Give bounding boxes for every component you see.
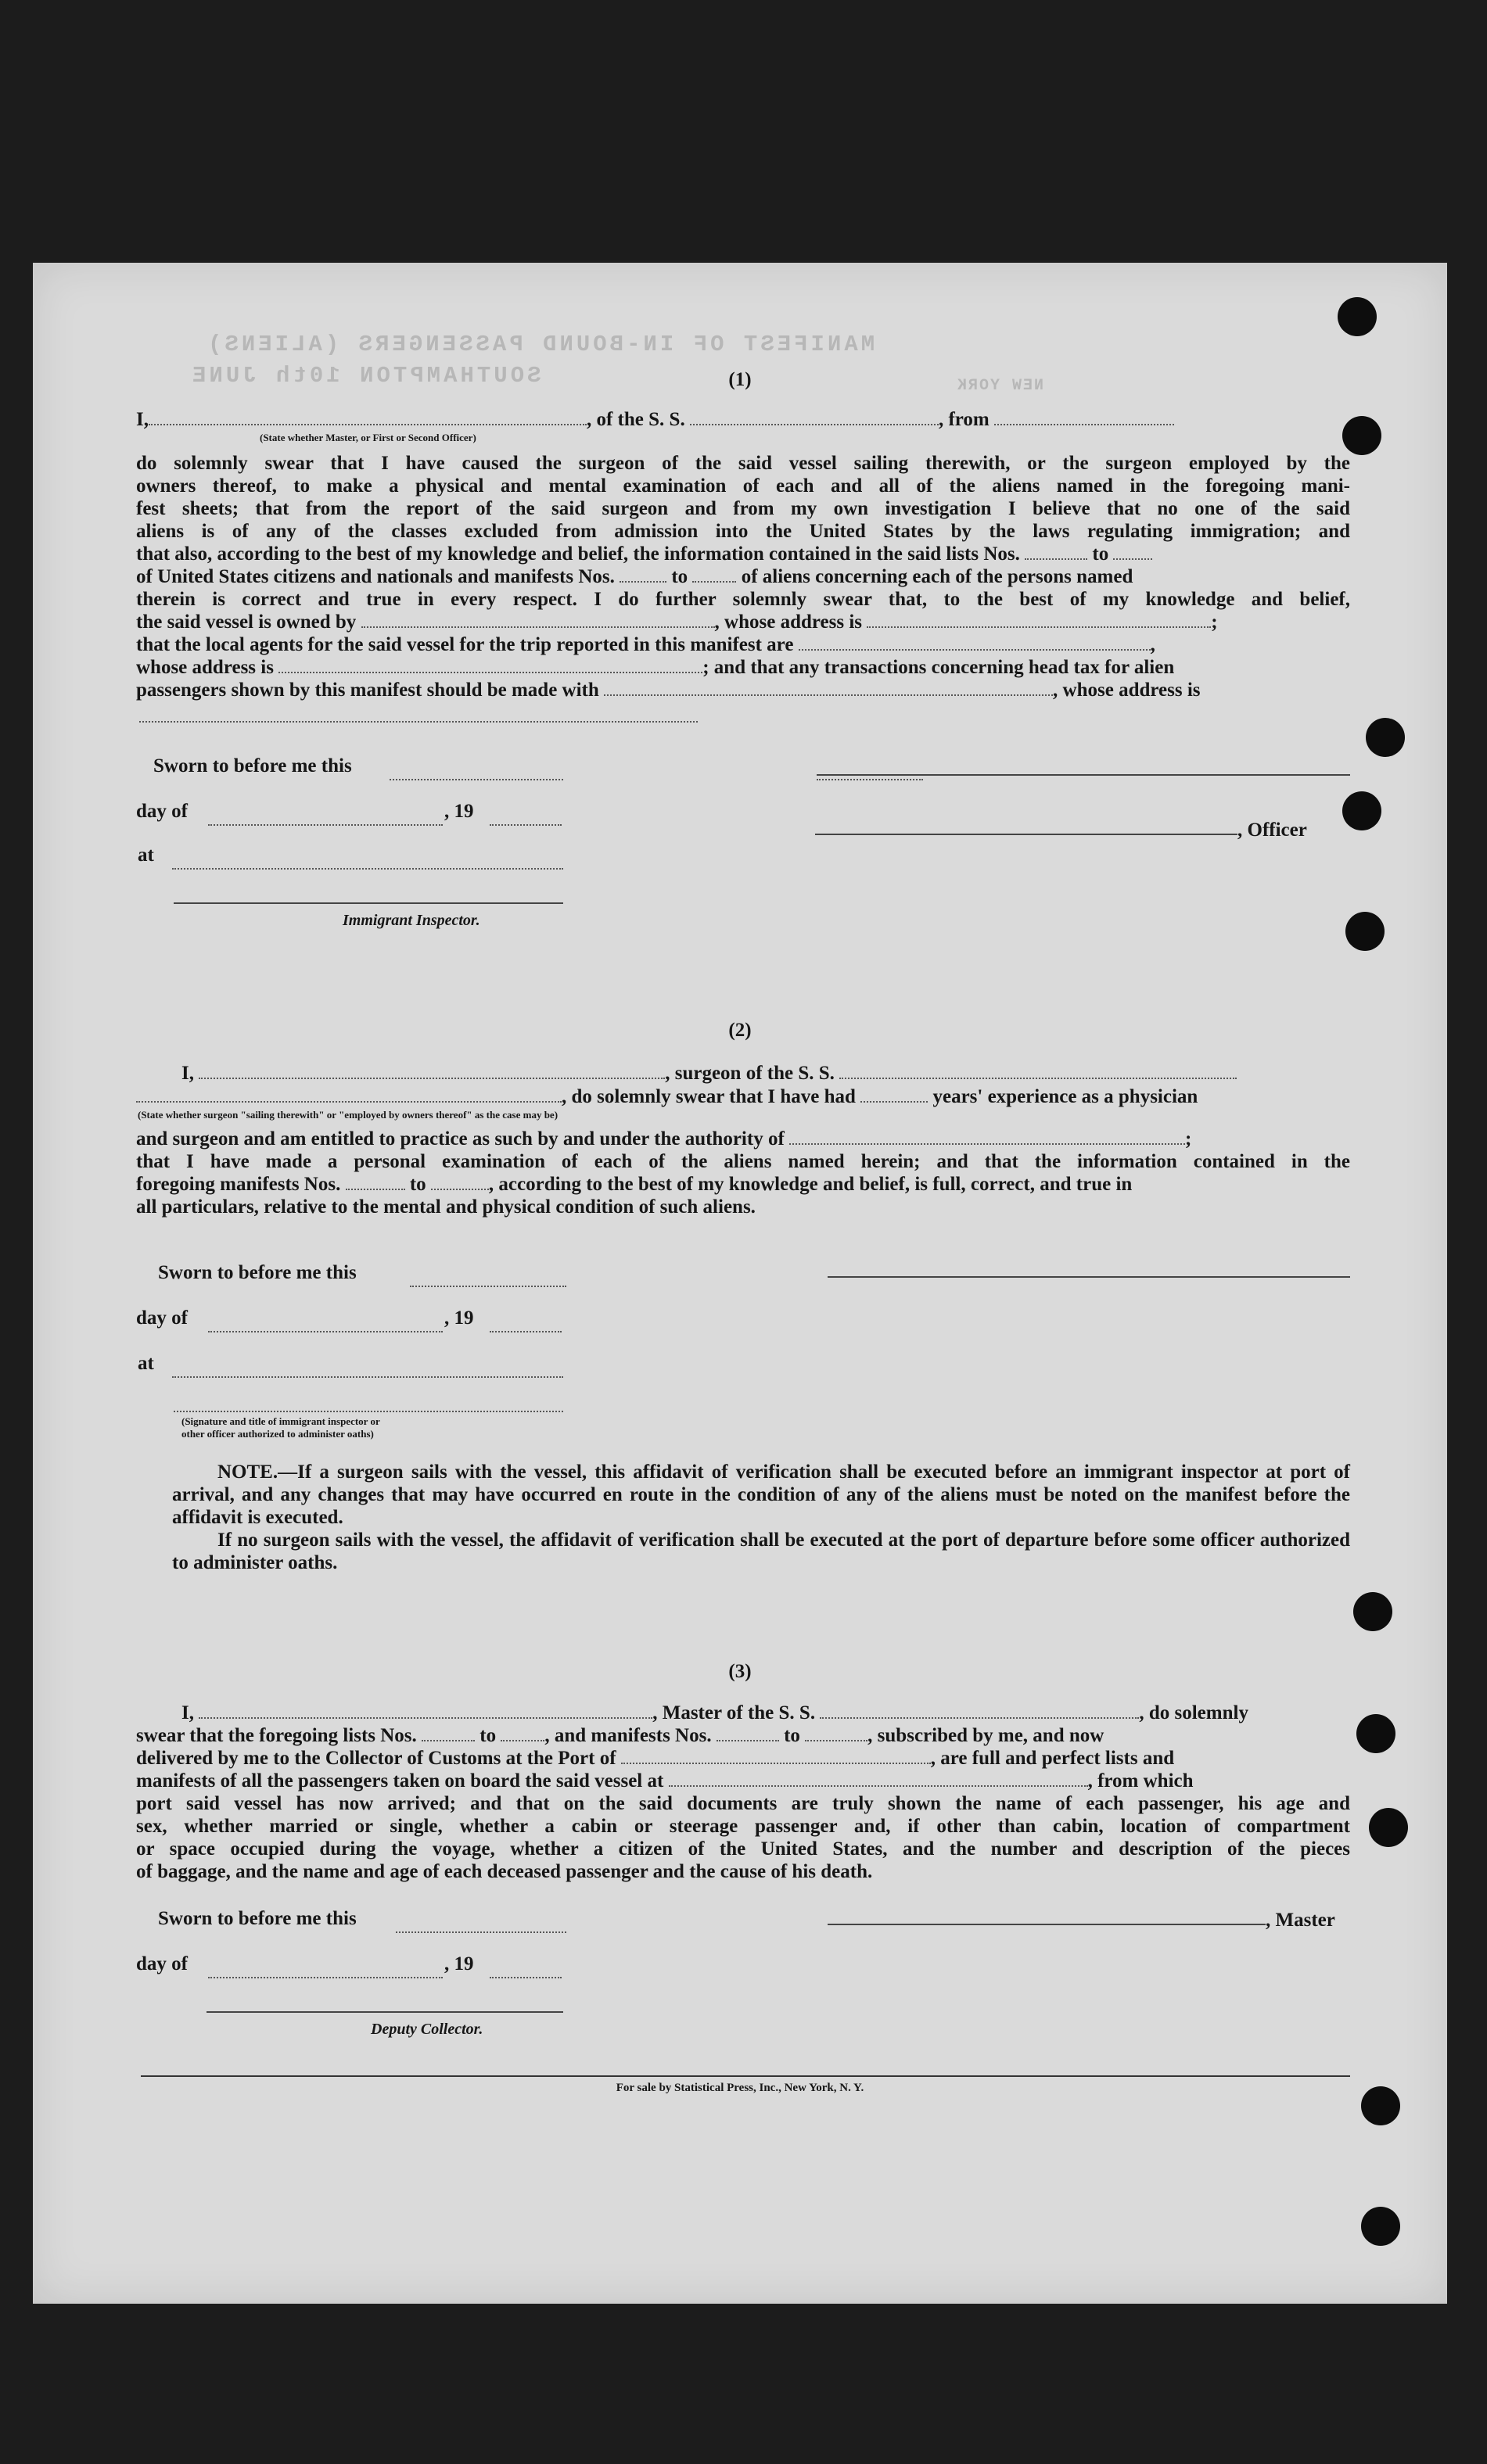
head-tax-field[interactable]: [604, 679, 1053, 696]
s2-day-of-field[interactable]: [208, 1315, 443, 1332]
binder-hole: [1338, 297, 1377, 336]
vessel-name-field[interactable]: [690, 408, 939, 425]
s1-line-8: therein is correct and true in every respect. I do further solemnly swear that, to the best of my knowledge and belief,: [136, 589, 1350, 610]
binder-hole: [1361, 2207, 1400, 2246]
years-experience-field[interactable]: [860, 1085, 928, 1103]
s2-at-field[interactable]: [172, 1361, 563, 1378]
s3-manifests-to-field[interactable]: [805, 1724, 867, 1741]
s2-sig-note-1: (Signature and title of immigrant inspector or: [181, 1415, 380, 1427]
s1-line-1: I, , of the S. S. , from: [136, 408, 1350, 431]
s3-line-5: port said vessel has now arrived; and that on the said documents are truly shown the name of each passenger, his age and: [136, 1793, 1350, 1814]
s1-line-10: that the local agents for the said vessel for the trip reported in this manifest are ,: [136, 634, 1155, 655]
officer-note: (State whether Master, or First or Second Officer): [260, 432, 476, 443]
s3-day-of-field[interactable]: [208, 1961, 443, 1978]
s2-day-of-label: day of: [136, 1307, 188, 1329]
s2-manifests-from-field[interactable]: [346, 1173, 405, 1190]
s1-inspector-label: Immigrant Inspector.: [343, 912, 480, 929]
officer-name-field[interactable]: [149, 408, 587, 425]
s2-inspector-signature-field[interactable]: [174, 1395, 563, 1412]
section-1-number: (1): [728, 369, 752, 390]
s2-vessel-field[interactable]: [839, 1062, 1237, 1079]
s3-line-7: or space occupied during the voyage, whether a citizen of the United States, and the number and description of the pieces: [136, 1838, 1350, 1860]
s3-vessel-field[interactable]: [820, 1702, 1139, 1719]
s2-year-label: , 19: [444, 1307, 474, 1329]
s1-line-7: of United States citizens and nationals and manifests Nos. to of aliens concerning each of the persons named: [136, 566, 1133, 587]
s1-officer-top-line: [817, 774, 1350, 776]
s3-manifests-from-field[interactable]: [717, 1724, 779, 1741]
surgeon-name-field[interactable]: [199, 1062, 665, 1079]
s3-line-2: swear that the foregoing lists Nos. to , and manifests Nos. to , subscribed by me, and now: [136, 1725, 1104, 1746]
s3-lists-to-field[interactable]: [501, 1724, 544, 1741]
binder-hole: [1366, 718, 1405, 757]
s1-officer-label: , Officer: [1237, 820, 1307, 841]
s3-master-label: , Master: [1266, 1910, 1335, 1931]
surgeon-status-field[interactable]: [136, 1085, 562, 1103]
binder-hole: [1361, 2086, 1400, 2125]
port-of-arrival-field[interactable]: [621, 1747, 931, 1764]
s1-line-11: whose address is ; and that any transactions concerning head tax for alien: [136, 657, 1175, 678]
lists-to-field[interactable]: [1113, 543, 1152, 560]
s3-day-of-label: day of: [136, 1953, 188, 1974]
s3-collector-label: Deputy Collector.: [371, 2021, 483, 2038]
s2-line-6: all particulars, relative to the mental and physical condition of such aliens.: [136, 1196, 756, 1218]
s3-year-label: , 19: [444, 1953, 474, 1974]
s1-sworn-date-field[interactable]: [390, 763, 563, 780]
s1-line-3: owners thereof, to make a physical and mental examination of each and all of the aliens named in the foregoing mani-: [136, 475, 1350, 497]
s2-line-4: that I have made a personal examination of each of the aliens named herein; and that the information contained in the: [136, 1151, 1350, 1172]
s1-line-2: do solemnly swear that I have caused the surgeon of the said vessel sailing therewith, or the surgeon employed by the: [136, 453, 1350, 474]
manifests-from-field[interactable]: [620, 565, 666, 583]
binder-hole: [1342, 791, 1381, 830]
section-2-number: (2): [728, 1020, 752, 1041]
s1-at-field[interactable]: [172, 852, 563, 870]
s3-line-8: of baggage, and the name and age of each deceased passenger and the cause of his death.: [136, 1861, 873, 1882]
s2-at-label: at: [138, 1353, 154, 1374]
s2-manifests-to-field[interactable]: [431, 1173, 489, 1190]
authority-field[interactable]: [789, 1128, 1185, 1145]
s1-inspector-signature-line[interactable]: [174, 902, 563, 904]
s3-line-3: delivered by me to the Collector of Customs at the Port of , are full and perfect lists and: [136, 1748, 1175, 1769]
s3-line-4: manifests of all the passengers taken on board the said vessel at , from which: [136, 1770, 1194, 1792]
manifests-to-field[interactable]: [692, 565, 736, 583]
verification-note: [172, 1461, 1350, 1574]
s2-surgeon-signature-line[interactable]: [828, 1276, 1350, 1278]
s3-sworn-date-field[interactable]: [396, 1916, 566, 1933]
head-tax-address-field[interactable]: [139, 705, 698, 723]
s1-line-5: aliens is of any of the classes excluded from admission into the United States by the laws regulating immigration; and: [136, 521, 1350, 542]
s1-day-of-label: day of: [136, 801, 188, 822]
ghost-header-line2: SOUTHAMPTON 10th JUNE: [189, 363, 541, 389]
s3-sworn-label: Sworn to before me this: [158, 1908, 357, 1929]
agents-address-field[interactable]: [278, 656, 702, 673]
binder-hole: [1353, 1592, 1392, 1631]
agents-field[interactable]: [799, 633, 1151, 651]
s3-line-6: sex, whether married or single, whether a cabin or steerage passenger and, if other than cabin, location of compartment: [136, 1816, 1350, 1837]
ghost-header-line1: MANIFEST OF IN-BOUND PASSENGERS (ALIENS): [205, 332, 875, 357]
binder-hole: [1345, 912, 1385, 951]
s1-sworn-label: Sworn to before me this: [153, 755, 352, 777]
printer-footer: For sale by Statistical Press, Inc., New York, N. Y.: [616, 2082, 864, 2094]
s2-line-1: I, , surgeon of the S. S.: [136, 1062, 1350, 1085]
footer-rule: [141, 2075, 1350, 2077]
s1-day-of-field[interactable]: [208, 809, 443, 826]
s1-dotted-remark: [817, 763, 923, 780]
s2-sworn-label: Sworn to before me this: [158, 1262, 357, 1283]
section-3-number: (3): [728, 1661, 752, 1682]
s2-year-field[interactable]: [490, 1315, 562, 1332]
s2-sig-note-2: other officer authorized to administer oaths): [181, 1428, 374, 1440]
s1-line-4: fest sheets; that from the report of the said surgeon and from my own investigation I believe that no one of the said: [136, 498, 1350, 519]
binder-hole: [1356, 1714, 1395, 1753]
lists-from-field[interactable]: [1025, 543, 1087, 560]
s2-line-5: foregoing manifests Nos. to , according to the best of my knowledge and belief, is full, correct, and true in: [136, 1174, 1133, 1195]
s3-collector-signature-line[interactable]: [207, 2011, 563, 2013]
s3-line-1: I, , Master of the S. S. , do solemnly: [181, 1702, 1248, 1723]
owner-field[interactable]: [361, 611, 715, 628]
s3-year-field[interactable]: [490, 1961, 562, 1978]
binder-hole: [1342, 416, 1381, 455]
s1-officer-signature-line[interactable]: [815, 834, 1237, 835]
s3-lists-from-field[interactable]: [422, 1724, 475, 1741]
note-paragraph-1: NOTE.—If a surgeon sails with the vessel, this affidavit of verification shall be executed before an immigrant inspector at port of arrival, and any changes that may have occurred en route in the condition of any of the aliens must be noted on the manifest before the affidavit is executed.: [172, 1462, 1350, 1528]
s1-at-label: at: [138, 845, 154, 866]
surgeon-status-note: (State whether surgeon "sailing therewith" or "employed by owners thereof" as the case may be): [138, 1109, 559, 1121]
owner-address-field[interactable]: [867, 611, 1211, 628]
s1-line-6: that also, according to the best of my knowledge and belief, the information contained in the said lists Nos. to: [136, 543, 1350, 565]
s2-line-2: , do solemnly swear that I have had years' experience as a physician: [136, 1085, 1350, 1108]
s1-year-label: , 19: [444, 801, 474, 822]
manifest-page: [33, 263, 1447, 2304]
s1-line-9: the said vessel is owned by , whose address is ;: [136, 612, 1218, 633]
s1-line-12: passengers shown by this manifest should be made with , whose address is: [136, 680, 1201, 701]
from-port-field[interactable]: [994, 408, 1174, 425]
ghost-header-line3: NEW YORK: [956, 377, 1044, 395]
s3-master-signature-line[interactable]: [828, 1924, 1266, 1925]
note-paragraph-2: If no surgeon sails with the vessel, the affidavit of verification shall be executed at the port of departure before some officer authorized to administer oaths.: [172, 1530, 1350, 1573]
port-of-departure-field[interactable]: [669, 1770, 1088, 1787]
binder-hole: [1369, 1808, 1408, 1847]
s1-year-field[interactable]: [490, 809, 562, 826]
master-name-field[interactable]: [199, 1702, 652, 1719]
s2-sworn-date-field[interactable]: [410, 1270, 566, 1287]
s2-line-3: and surgeon and am entitled to practice as such by and under the authority of ;: [136, 1128, 1192, 1150]
